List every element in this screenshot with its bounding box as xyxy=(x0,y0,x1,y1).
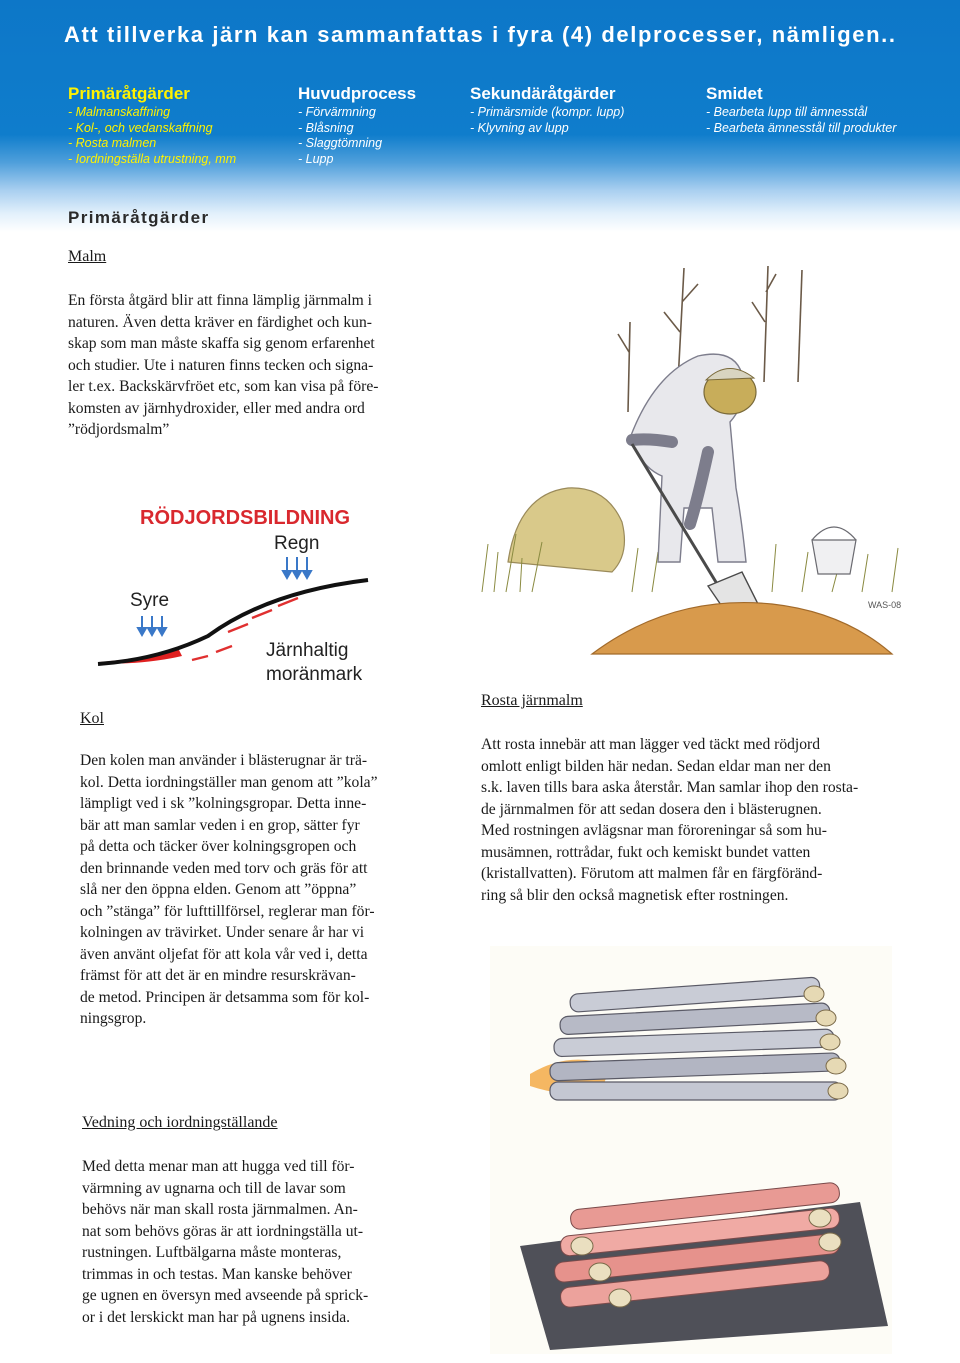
kol-paragraph xyxy=(80,750,378,1030)
rosta-paragraph xyxy=(481,734,858,906)
text-line: ler t.ex. Backskärvfröet etc, som kan visa på före- xyxy=(68,378,379,395)
ore-mound xyxy=(592,603,892,654)
text-line: ”rödjordsmalm” xyxy=(68,421,170,438)
column-item: - Blåsning xyxy=(298,120,354,135)
column-item: - Lupp xyxy=(298,151,334,166)
bucket xyxy=(812,540,856,574)
text-line: Med rostningen avlägsnar man föroreningar så som hu- xyxy=(481,822,828,839)
process-column-primary xyxy=(68,84,236,167)
column-heading: Primäråtgärder xyxy=(68,84,190,103)
bucket-handle xyxy=(812,527,856,540)
text-line: rustningen. Luftbälgarna måste monteras, xyxy=(82,1244,342,1261)
column-item: - Rosta malmen xyxy=(68,136,157,150)
malm-heading: Malm xyxy=(68,248,107,265)
text-line: skap som man måste skaffa sig genom erfarenhet xyxy=(68,335,375,352)
text-line: den brinnande veden med torv och gräs för att xyxy=(80,859,368,877)
rain-label: Regn xyxy=(274,533,320,554)
text-line: naturen. Även detta kräver en färdighet och kun- xyxy=(68,313,372,331)
text-line: or i det lerskickt man har på ugnens insida. xyxy=(82,1308,351,1326)
process-column-secondary xyxy=(470,84,624,136)
text-line: lämpligt ved i sk ”kolningsgropar. Detta inne- xyxy=(80,795,367,812)
text-line: komsten av järnhydroxider, eller med andra ord xyxy=(68,399,365,417)
soil-label-line1: Järnhaltig xyxy=(266,640,349,661)
text-line: Att rosta innebär att man lägger ved täckt med rödjord xyxy=(481,736,821,753)
text-line: trimmas in och testas. Man kanske behöver xyxy=(82,1265,352,1283)
text-line: Med detta menar man att hugga ved till för- xyxy=(82,1158,355,1175)
soil-label-line2: moränmark xyxy=(266,664,363,685)
text-line: bär att man samlar veden i en grop, sätter fyr xyxy=(80,816,360,834)
malm-paragraph xyxy=(68,290,378,441)
text-line: ring så blir den också magnetisk efter rostningen. xyxy=(481,886,789,904)
rain-arrows xyxy=(283,557,311,578)
column-item: - Primärsmide (kompr. lupp) xyxy=(470,105,625,119)
column-item: - Bearbeta lupp till ämnesstål xyxy=(706,105,868,119)
column-item: - Slaggtömning xyxy=(298,136,383,150)
column-item: - Kol-, och vedanskaffning xyxy=(68,120,213,135)
rosta-heading: Rosta järnmalm xyxy=(481,692,583,709)
column-item: - Malmanskaffning xyxy=(68,105,171,119)
vedning-paragraph xyxy=(82,1156,368,1328)
text-line: (kristallvatten). Förutom att malmen får en färgföränd- xyxy=(481,865,823,882)
roasting-illustration xyxy=(490,946,892,1354)
illustration-signature: WAS-08 xyxy=(868,600,902,610)
text-line: kolningen av trävirket. Under senare år har vi xyxy=(80,924,365,941)
text-line: nat som behövs göras är att iordningställa ut- xyxy=(82,1222,364,1240)
kol-heading: Kol xyxy=(80,710,104,727)
acid-label: Syre xyxy=(130,590,170,611)
text-line: ningsgrop. xyxy=(80,1010,147,1027)
rock xyxy=(508,488,624,572)
log-stack xyxy=(550,977,842,1100)
column-heading: Smidet xyxy=(706,84,763,103)
text-line: behövs när man skall rosta järnmalmen. An- xyxy=(82,1201,358,1218)
column-item: - Iordningställa utrustning, mm xyxy=(68,151,237,166)
section-title: Primäråtgärder xyxy=(68,208,210,227)
column-heading: Huvudprocess xyxy=(298,84,417,103)
column-heading: Sekundäråtgärder xyxy=(470,84,616,103)
text-line: de järnmalmen för att sedan dosera den i blästerugnen. xyxy=(481,800,822,818)
rodjord-diagram xyxy=(88,496,388,696)
text-line: främst för att det är en mindre resurskrävan- xyxy=(80,967,356,984)
process-column-main xyxy=(298,84,416,167)
column-item: - Bearbeta ämnesstål till produkter xyxy=(706,120,897,135)
text-line: och ”stänga” för lufttillförsel, reglerar man för- xyxy=(80,902,375,920)
text-line: musämnen, rottrådar, fukt och kemiskt bundet vatten xyxy=(481,843,811,861)
process-column-smithing xyxy=(706,84,896,136)
digging-illustration xyxy=(472,262,912,662)
arm xyxy=(632,439,672,442)
text-line: och studier. Ute i naturen finns tecken och signa- xyxy=(68,356,374,374)
diagram-title: RÖDJORDSBILDNING xyxy=(140,507,351,529)
column-item: - Förvärmning xyxy=(298,105,376,119)
text-line: slå ner den öppna elden. Genom att ”öppna” xyxy=(80,881,357,898)
text-line: på detta och täcker över kolningsgropen och xyxy=(80,838,357,855)
text-line: omlott enligt bilden här nedan. Sedan eldar man ner den xyxy=(481,757,831,775)
acid-arrows xyxy=(138,616,166,635)
page-title: Att tillverka järn kan sammanfattas i fyra (4) delprocesser, nämligen.. xyxy=(64,22,897,47)
text-line: de metod. Principen är detsamma som för kol- xyxy=(80,988,370,1006)
vedning-heading: Vedning och iordningställande xyxy=(82,1114,278,1131)
text-line: Den kolen man använder i blästerugnar är trä- xyxy=(80,752,368,769)
text-line: s.k. laven tills bara aska återstår. Man samlar ihop den rosta- xyxy=(481,779,859,796)
column-item: - Klyvning av lupp xyxy=(470,120,569,135)
text-line: ge ugnen en översyn med avseende på sprick- xyxy=(82,1287,369,1304)
text-line: även använt oljefat för att kola vår ved i, detta xyxy=(80,945,368,963)
text-line: värmning av ugnarna och till de lavar som xyxy=(82,1179,346,1197)
header-banner xyxy=(0,0,960,232)
text-line: En första åtgärd blir att finna lämplig järnmalm i xyxy=(68,292,372,309)
text-line: kol. Detta iordningställer man genom att ”kola” xyxy=(80,773,378,791)
